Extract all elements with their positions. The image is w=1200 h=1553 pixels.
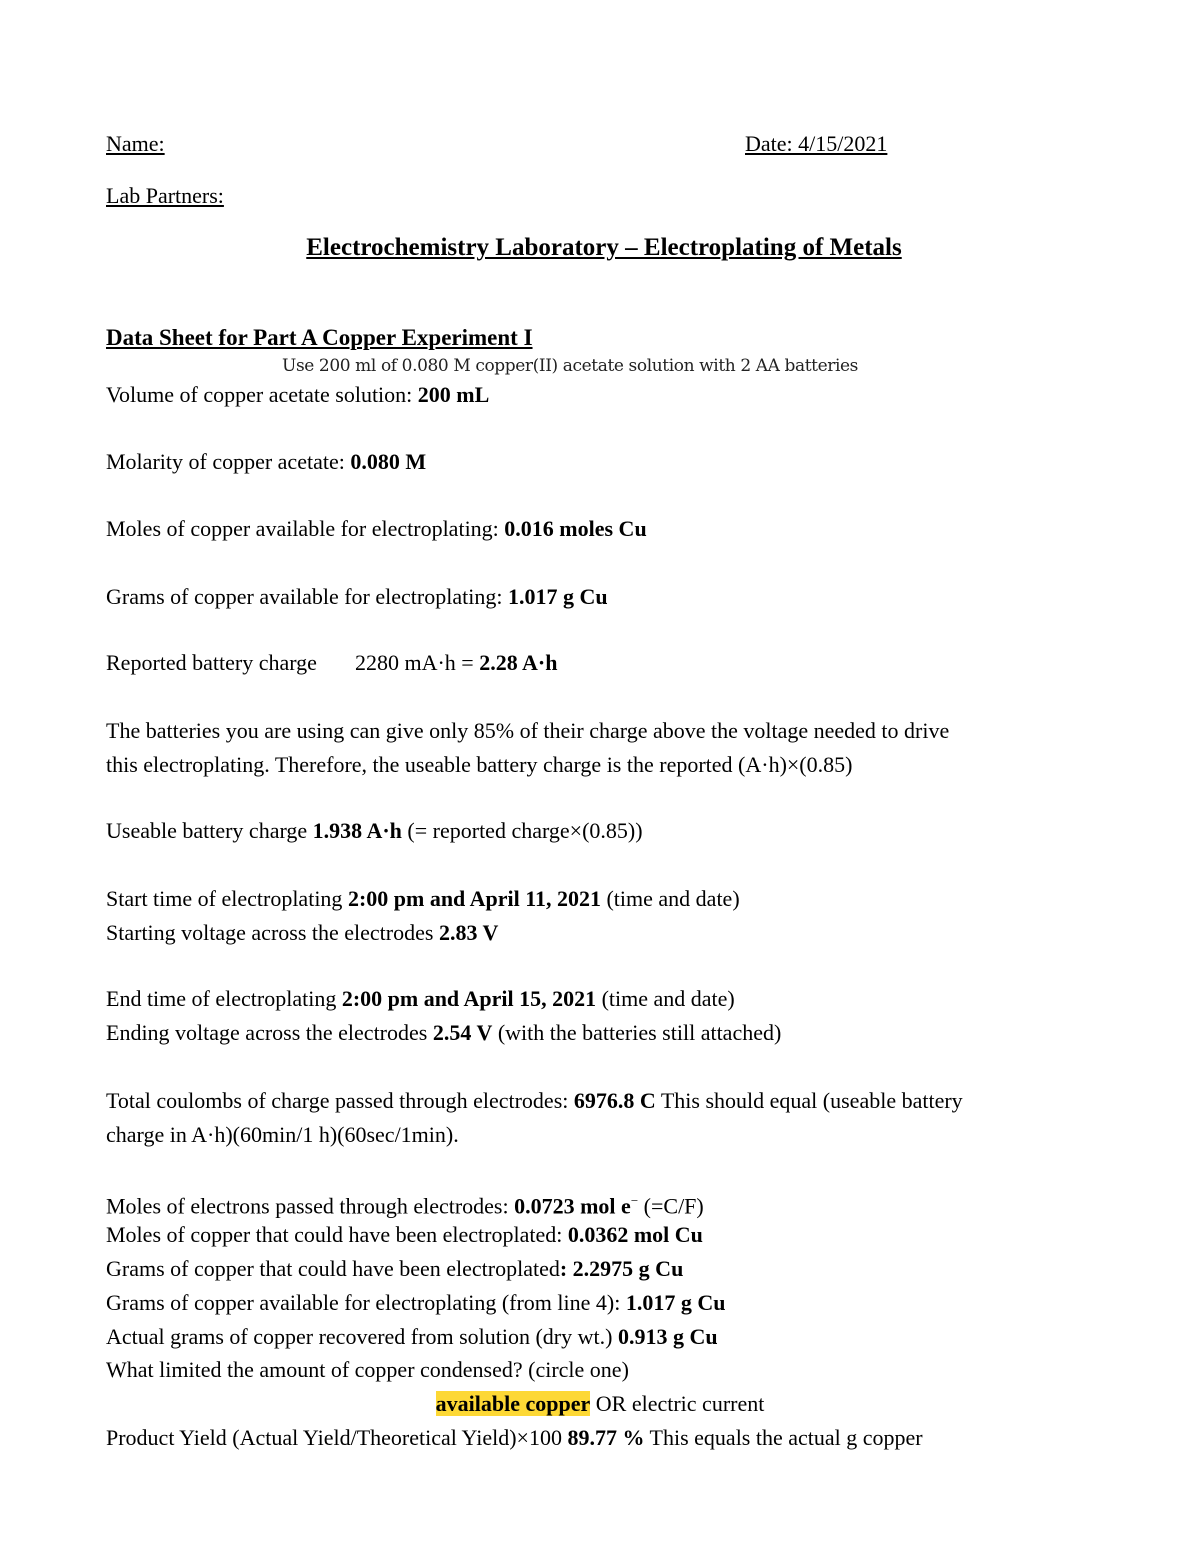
date-field: Date: 4/15/2021	[745, 131, 888, 156]
moles-available-row	[106, 514, 647, 544]
start-voltage-label: Starting voltage across the electrodes	[106, 920, 439, 945]
grams-could-row	[106, 1254, 683, 1284]
volume-label: Volume of copper acetate solution:	[106, 382, 418, 407]
actual-grams-row	[106, 1322, 718, 1352]
yield-value: 89.77 %	[567, 1425, 645, 1450]
useable-charge-row	[106, 816, 643, 846]
start-time-value: 2:00 pm and April 11, 2021	[347, 886, 601, 911]
grams-available-value: 1.017 g Cu	[507, 584, 608, 609]
end-voltage-row	[106, 1018, 781, 1048]
coulombs-note: This should equal (useable battery	[655, 1088, 963, 1113]
page-title: Electrochemistry Laboratory – Electroplating of Metals	[306, 234, 902, 261]
limit-choice-selected: available copper	[435, 1391, 591, 1416]
end-time-label: End time of electroplating	[106, 986, 342, 1011]
start-voltage-row	[106, 918, 498, 948]
name-field: Name:	[106, 131, 165, 156]
grams-could-value: : 2.2975 g Cu	[559, 1256, 684, 1281]
limit-choice-row	[0, 1389, 1200, 1419]
moles-electrons-row	[106, 1186, 704, 1221]
yield-label: Product Yield (Actual Yield/Theoretical Yield)×100	[106, 1425, 568, 1450]
limit-question: What limited the amount of copper condensed? (circle one)	[106, 1357, 629, 1382]
volume-value: 200 mL	[417, 382, 490, 407]
coulombs-note-line-2: charge in A·h)(60min/1 h)(60sec/1min).	[106, 1122, 459, 1147]
volume-row	[106, 380, 489, 410]
reported-charge-value: 2.28 A·h	[479, 650, 558, 675]
actual-grams-label: Actual grams of copper recovered from solution (dry wt.)	[106, 1324, 618, 1349]
start-time-note: (time and date)	[600, 886, 740, 911]
battery-note-line-1: The batteries you are using can give only 85% of their charge above the voltage needed to drive	[106, 718, 950, 743]
grams-available-row	[106, 582, 608, 612]
grams-line4-value: 1.017 g Cu	[625, 1290, 726, 1315]
grams-available-label: Grams of copper available for electroplating:	[106, 584, 508, 609]
electron-charge-sup: −	[630, 1193, 639, 1208]
actual-grams-value: 0.913 g Cu	[617, 1324, 718, 1349]
moles-could-label: Moles of copper that could have been electroplated:	[106, 1222, 568, 1247]
limit-choice-alternative: OR electric current	[590, 1391, 765, 1416]
lab-partners-field: Lab Partners:	[106, 183, 224, 208]
grams-could-label: Grams of copper that could have been electroplated	[106, 1256, 560, 1281]
end-time-note: (time and date)	[596, 986, 735, 1011]
coulombs-value: 6976.8 C	[573, 1088, 656, 1113]
start-time-label: Start time of electroplating	[106, 886, 348, 911]
moles-electrons-value: 0.0723 mol e	[514, 1193, 631, 1219]
yield-note: This equals the actual g copper	[644, 1425, 923, 1450]
grams-line4-label: Grams of copper available for electroplating (from line 4):	[106, 1290, 626, 1315]
useable-charge-value: 1.938 A·h	[312, 818, 402, 843]
molarity-value: 0.080 M	[350, 449, 427, 474]
section-title: Data Sheet for Part A Copper Experiment I	[106, 325, 533, 350]
end-voltage-label: Ending voltage across the electrodes	[106, 1020, 433, 1045]
moles-available-label: Moles of copper available for electroplating:	[106, 516, 505, 541]
start-voltage-value: 2.83 V	[438, 920, 499, 945]
start-time-row	[106, 884, 740, 914]
moles-could-value: 0.0362 mol Cu	[567, 1222, 703, 1247]
instruction-text: Use 200 ml of 0.080 M copper(II) acetate solution with 2 AA batteries	[282, 356, 858, 376]
grams-line4-row	[106, 1288, 725, 1318]
moles-electrons-label: Moles of electrons passed through electrodes:	[106, 1193, 515, 1219]
end-voltage-value: 2.54 V	[432, 1020, 493, 1045]
end-voltage-note: (with the batteries still attached)	[492, 1020, 782, 1045]
useable-charge-label: Useable battery charge	[106, 818, 313, 843]
reported-charge-mah: 2280 mA·h =	[354, 650, 480, 675]
end-time-value: 2:00 pm and April 15, 2021	[341, 986, 597, 1011]
moles-available-value: 0.016 moles Cu	[504, 516, 647, 541]
yield-row	[106, 1423, 923, 1453]
coulombs-row	[106, 1086, 963, 1116]
molarity-row	[106, 447, 426, 477]
reported-charge-label: Reported battery charge	[106, 650, 317, 675]
battery-note-line-2: this electroplating. Therefore, the useable battery charge is the reported (A·h)×(0.85)	[106, 752, 853, 777]
end-time-row	[106, 984, 735, 1014]
reported-charge-row	[106, 648, 557, 678]
moles-could-row	[106, 1220, 703, 1250]
useable-charge-note: (= reported charge×(0.85))	[401, 818, 643, 843]
moles-electrons-note: (=C/F)	[638, 1193, 704, 1219]
coulombs-label: Total coulombs of charge passed through electrodes:	[106, 1088, 574, 1113]
molarity-label: Molarity of copper acetate:	[106, 449, 351, 474]
